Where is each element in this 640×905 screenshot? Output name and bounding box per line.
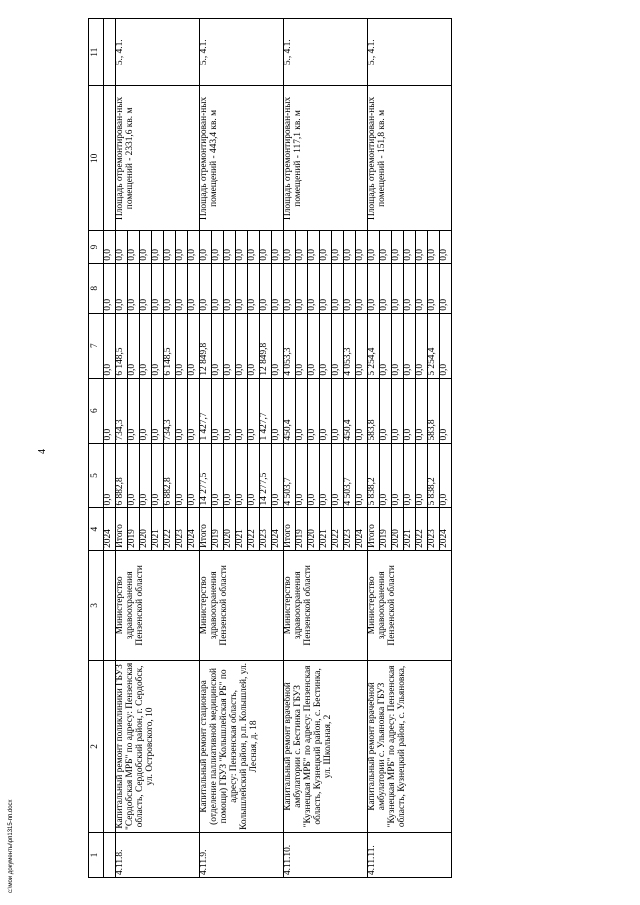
empty-cell [104,19,116,86]
value-cell: 0,0 [128,443,140,508]
value-cell: 734,3 [164,378,176,443]
value-cell: 6 882,8 [164,443,176,508]
value-cell: 0,0 [356,313,368,378]
value-cell: 4 053,3 [284,313,296,378]
value-cell: 0,0 [392,313,404,378]
value-cell: 0,0 [392,443,404,508]
year-cell: 2021 [236,508,248,550]
value-cell: 0,0 [152,313,164,378]
reference-cell: 5., 4.1. [200,19,284,86]
year-cell: 2019 [380,508,392,550]
value-cell: 0,0 [152,263,164,313]
value-cell: 0,0 [152,443,164,508]
table-row [368,19,380,878]
header-cell: 11 [89,19,104,86]
item-number: 4.11.9. [200,833,284,878]
value-cell: 0,0 [392,378,404,443]
value-cell: 0,0 [440,231,452,263]
value-cell: 0,0 [392,231,404,263]
empty-cell [104,660,116,832]
header-cell: 1 [89,833,104,878]
year-cell: 2023 [176,508,188,550]
result-indicator: Площадь отремонтирован-ных помещений - 443,4 кв. м [200,86,284,231]
value-cell: 0,0 [236,263,248,313]
value-cell: 0,0 [272,313,284,378]
value-cell: 0,0 [224,378,236,443]
year-cell: 2019 [212,508,224,550]
value-cell: 0,0 [308,313,320,378]
page-number-wrap [37,446,48,457]
value-cell: 0,0 [236,313,248,378]
year-cell: 2021 [404,508,416,550]
value-cell: 0,0 [296,378,308,443]
value-cell: 0,0 [428,263,440,313]
value-cell: 0,0 [320,263,332,313]
value-cell: 0,0 [308,231,320,263]
value-cell: 14 277,5 [260,443,272,508]
value-cell: 0,0 [164,263,176,313]
header-cell: 8 [89,263,104,313]
year-cell: 2020 [308,508,320,550]
year-cell: Итого [200,508,212,550]
value-cell: 0,0 [128,378,140,443]
value-cell: 0,0 [128,313,140,378]
value-cell: 0,0 [332,231,344,263]
value-cell: 5 838,2 [368,443,380,508]
value-cell: 0,0 [272,378,284,443]
year-cell: 2024 [272,508,284,550]
value-cell: 0,0 [176,313,188,378]
year-cell: 2024 [104,508,116,550]
value-cell: 0,0 [140,263,152,313]
reference-cell: 5., 4.1. [368,19,452,86]
reference-cell: 5., 4.1. [116,19,200,86]
result-indicator: Площадь отремонтирован-ных помещений - 2331,6 кв. м [116,86,200,231]
year-cell: 2020 [140,508,152,550]
year-cell: 2019 [296,508,308,550]
value-cell: 0,0 [176,378,188,443]
value-cell: 5 254,4 [428,313,440,378]
value-cell: 0,0 [416,263,428,313]
value-cell: 0,0 [212,378,224,443]
value-cell: 0,0 [164,231,176,263]
year-cell: 2020 [224,508,236,550]
value-cell: 0,0 [308,378,320,443]
empty-cell [104,550,116,660]
value-cell: 0,0 [344,263,356,313]
value-cell: 0,0 [308,443,320,508]
object-name: Капитальный ремонт врачебной амбулатории с. Ульяновка ГБУЗ "Кузнецкая МРБ" по адресу: Пензенская область, Кузнецкий район, с. Ульяновка, [368,660,452,832]
table-body [89,19,452,878]
year-cell: 2022 [248,508,260,550]
value-cell: 0,0 [104,378,116,443]
year-cell: 2024 [440,508,452,550]
header-cell: 10 [89,86,104,231]
year-cell: 2022 [164,508,176,550]
value-cell: 0,0 [356,378,368,443]
value-cell: 4 503,7 [344,443,356,508]
empty-cell [104,833,116,878]
value-cell: 0,0 [140,231,152,263]
value-cell: 0,0 [368,231,380,263]
responsible-org: Министерство здравоохранения Пензенской области [368,550,452,660]
value-cell: 0,0 [356,443,368,508]
value-cell: 0,0 [440,378,452,443]
item-number: 4.11.10. [284,833,368,878]
value-cell: 0,0 [284,263,296,313]
program-table [88,18,452,878]
header-row [89,19,104,878]
value-cell: 0,0 [188,378,200,443]
value-cell: 0,0 [380,231,392,263]
value-cell: 0,0 [380,263,392,313]
year-cell: 2022 [332,508,344,550]
value-cell: 0,0 [224,443,236,508]
value-cell: 0,0 [224,263,236,313]
year-cell: 2021 [320,508,332,550]
value-cell: 0,0 [272,263,284,313]
value-cell: 450,4 [284,378,296,443]
empty-cell [104,86,116,231]
value-cell: 0,0 [140,313,152,378]
value-cell: 0,0 [284,231,296,263]
value-cell: 0,0 [236,378,248,443]
header-cell: 5 [89,443,104,508]
value-cell: 0,0 [416,231,428,263]
value-cell: 0,0 [176,231,188,263]
value-cell: 0,0 [260,263,272,313]
value-cell: 0,0 [440,263,452,313]
value-cell: 0,0 [104,443,116,508]
value-cell: 0,0 [212,263,224,313]
value-cell: 0,0 [296,313,308,378]
year-cell: 2020 [392,508,404,550]
value-cell: 0,0 [416,313,428,378]
value-cell: 6 882,8 [116,443,128,508]
value-cell: 0,0 [404,263,416,313]
year-cell: 2023 [344,508,356,550]
value-cell: 0,0 [212,443,224,508]
value-cell: 4 053,3 [344,313,356,378]
table-row [200,19,212,878]
value-cell: 0,0 [320,313,332,378]
value-cell: 0,0 [296,443,308,508]
header-cell: 2 [89,660,104,832]
value-cell: 450,4 [344,378,356,443]
value-cell: 0,0 [440,313,452,378]
value-cell: 0,0 [332,313,344,378]
value-cell: 5 254,4 [368,313,380,378]
value-cell: 0,0 [248,313,260,378]
value-cell: 14 277,5 [200,443,212,508]
value-cell: 0,0 [320,378,332,443]
value-cell: 0,0 [176,263,188,313]
rotated-table-area [88,18,638,878]
value-cell: 0,0 [104,231,116,263]
value-cell: 0,0 [248,231,260,263]
table-row [284,19,296,878]
value-cell: 0,0 [332,263,344,313]
object-name: Капитальный ремонт стационара (отделение паллиативной медицинской помощи) ГБУЗ "Колышлейская РБ" по адресу: Пензенская область, Колышлейский район, р.п. Колышлей, ул. Лесная, д. 18 [200,660,284,832]
carryover-row [104,19,116,878]
object-name: Капитальный ремонт поликлиники ГБУЗ "Сердобская МРБ" по адресу: Пензенская область, Сердобский район, г. Сердобск, ул. Островского, 10 [116,660,200,832]
responsible-org: Министерство здравоохранения Пензенской области [284,550,368,660]
year-cell: 2023 [428,508,440,550]
value-cell: 0,0 [104,263,116,313]
value-cell: 0,0 [272,443,284,508]
value-cell: 0,0 [416,378,428,443]
value-cell: 0,0 [320,443,332,508]
year-cell: 2024 [188,508,200,550]
year-cell: 2019 [128,508,140,550]
value-cell: 0,0 [260,231,272,263]
value-cell: 583,8 [368,378,380,443]
value-cell: 0,0 [248,378,260,443]
object-name: Капитальный ремонт врачебной амбулатории с. Бестинка ГБУЗ "Кузнецкая МРБ" по адресу: Пензенская область, Кузнецкий район, с. Бестинка, ул. Школьная, 2 [284,660,368,832]
value-cell: 0,0 [140,443,152,508]
value-cell: 0,0 [404,231,416,263]
value-cell: 0,0 [200,231,212,263]
value-cell: 1 427,7 [200,378,212,443]
header-cell: 6 [89,378,104,443]
file-path-footer: c:\мои документы\рп1315-пп.docx [8,799,14,893]
value-cell: 0,0 [212,231,224,263]
value-cell: 0,0 [188,231,200,263]
value-cell: 0,0 [104,313,116,378]
value-cell: 0,0 [440,443,452,508]
value-cell: 0,0 [332,378,344,443]
value-cell: 0,0 [200,263,212,313]
value-cell: 0,0 [272,231,284,263]
value-cell: 0,0 [236,231,248,263]
value-cell: 0,0 [128,263,140,313]
value-cell: 0,0 [188,443,200,508]
value-cell: 0,0 [332,443,344,508]
value-cell: 0,0 [128,231,140,263]
value-cell: 0,0 [176,443,188,508]
value-cell: 734,3 [116,378,128,443]
table-row [116,19,128,878]
value-cell: 583,8 [428,378,440,443]
value-cell: 0,0 [140,378,152,443]
value-cell: 0,0 [428,231,440,263]
header-cell: 4 [89,508,104,550]
value-cell: 6 148,5 [116,313,128,378]
responsible-org: Министерство здравоохранения Пензенской области [200,550,284,660]
value-cell: 0,0 [404,443,416,508]
year-cell: 2023 [260,508,272,550]
header-cell: 9 [89,231,104,263]
value-cell: 0,0 [380,443,392,508]
item-number: 4.11.11. [368,833,452,878]
header-cell: 3 [89,550,104,660]
year-cell: 2024 [356,508,368,550]
value-cell: 5 838,2 [428,443,440,508]
value-cell: 0,0 [248,443,260,508]
value-cell: 0,0 [344,231,356,263]
value-cell: 1 427,7 [260,378,272,443]
value-cell: 0,0 [404,313,416,378]
value-cell: 0,0 [224,313,236,378]
value-cell: 0,0 [320,231,332,263]
value-cell: 0,0 [416,443,428,508]
value-cell: 4 503,7 [284,443,296,508]
value-cell: 0,0 [356,231,368,263]
value-cell: 0,0 [392,263,404,313]
value-cell: 0,0 [296,231,308,263]
result-indicator: Площадь отремонтирован-ных помещений - 117,1 кв. м [284,86,368,231]
value-cell: 0,0 [236,443,248,508]
year-cell: 2022 [416,508,428,550]
value-cell: 0,0 [368,263,380,313]
year-cell: Итого [116,508,128,550]
value-cell: 0,0 [248,263,260,313]
value-cell: 0,0 [116,231,128,263]
year-cell: Итого [284,508,296,550]
header-cell: 7 [89,313,104,378]
value-cell: 0,0 [308,263,320,313]
item-number: 4.11.8. [116,833,200,878]
value-cell: 0,0 [212,313,224,378]
value-cell: 0,0 [116,263,128,313]
year-cell: Итого [368,508,380,550]
value-cell: 0,0 [404,378,416,443]
value-cell: 6 148,5 [164,313,176,378]
reference-cell: 5., 4.1. [284,19,368,86]
value-cell: 0,0 [152,378,164,443]
year-cell: 2021 [152,508,164,550]
value-cell: 0,0 [224,231,236,263]
value-cell: 0,0 [380,313,392,378]
value-cell: 0,0 [356,263,368,313]
value-cell: 12 849,8 [200,313,212,378]
value-cell: 0,0 [296,263,308,313]
page-number: 4 [37,449,48,454]
value-cell: 0,0 [380,378,392,443]
result-indicator: Площадь отремонтирован-ных помещений - 151,8 кв. м [368,86,452,231]
value-cell: 0,0 [188,263,200,313]
value-cell: 12 849,8 [260,313,272,378]
value-cell: 0,0 [188,313,200,378]
value-cell: 0,0 [152,231,164,263]
responsible-org: Министерство здравоохранения Пензенской области [116,550,200,660]
